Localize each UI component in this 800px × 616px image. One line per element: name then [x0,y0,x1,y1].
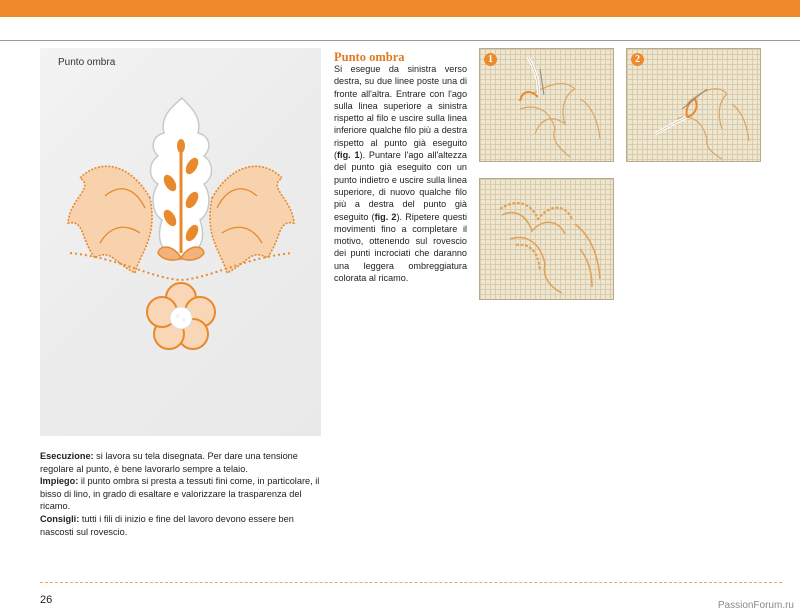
figure-2-badge: 2 [631,53,644,66]
photo-caption: Punto ombra [58,57,116,68]
figure-2-drawing [627,49,760,161]
fig2-reference: fig. 2 [374,211,397,222]
instructions-part-3: ). Ripetere questi movimenti fino a completare il motivo, ottenendo sul rovescio dei punti incrociati che daranno una leggera ombreggiatura colorata al ricamo. [334,211,468,284]
fig1-reference: fig. 1 [337,150,360,161]
embroidery-photo [40,48,321,436]
instructions-part-1: Si esegue da sinistra verso destra, su due linee poste una di fronte all'altra. Entrare con l'ago sulla linea superiore a sinistra rispetto al filo e uscire sulla linea inferiore qualche filo più a destra rispetto al punto già eseguito ( [334,64,467,161]
figure-1 [479,48,614,162]
instructions-paragraph [334,63,467,284]
notes-block [40,450,330,538]
note-execution [40,450,330,475]
footer-dashed-rule [40,582,782,583]
figure-2 [626,48,761,162]
page-number: 26 [40,594,53,606]
section-title: Punto ombra [334,50,405,64]
note-execution-label: Esecuzione: [40,451,94,461]
figure-1-badge: 1 [484,53,497,66]
header-color-bar [0,0,800,17]
note-tips-label: Consigli: [40,513,80,524]
note-tips-text: tutti i fili di inizio e fine del lavoro devono essere ben nascosti sul rovescio. [40,513,294,537]
instructions-part-2: ). Puntare l'ago all'altezza del punto già eseguito con un punto indietro e uscire sulla linea superiore, di nuovo qualche filo più a destra del punto già eseguito ( [334,150,467,222]
note-use [40,475,330,513]
note-use-label: Impiego: [40,476,79,487]
figure-3-drawing [480,179,613,299]
embroidery-illustration [40,48,321,436]
note-use-text: il punto ombra si presta a tessuti fini come, in particolare, il bisso di lino, in grado di esaltare e valorizzare la trasparenza del ricamo. [40,476,320,512]
figure-1-drawing [480,49,613,161]
note-tips [40,513,330,538]
note-execution-text: si lavora su tela disegnata. Per dare una tensione regolare al punto, è bene lavorarlo sempre a telaio. [40,451,298,474]
watermark: PassionForum.ru [717,600,794,611]
figure-3 [479,178,614,300]
header-rule [0,40,800,41]
